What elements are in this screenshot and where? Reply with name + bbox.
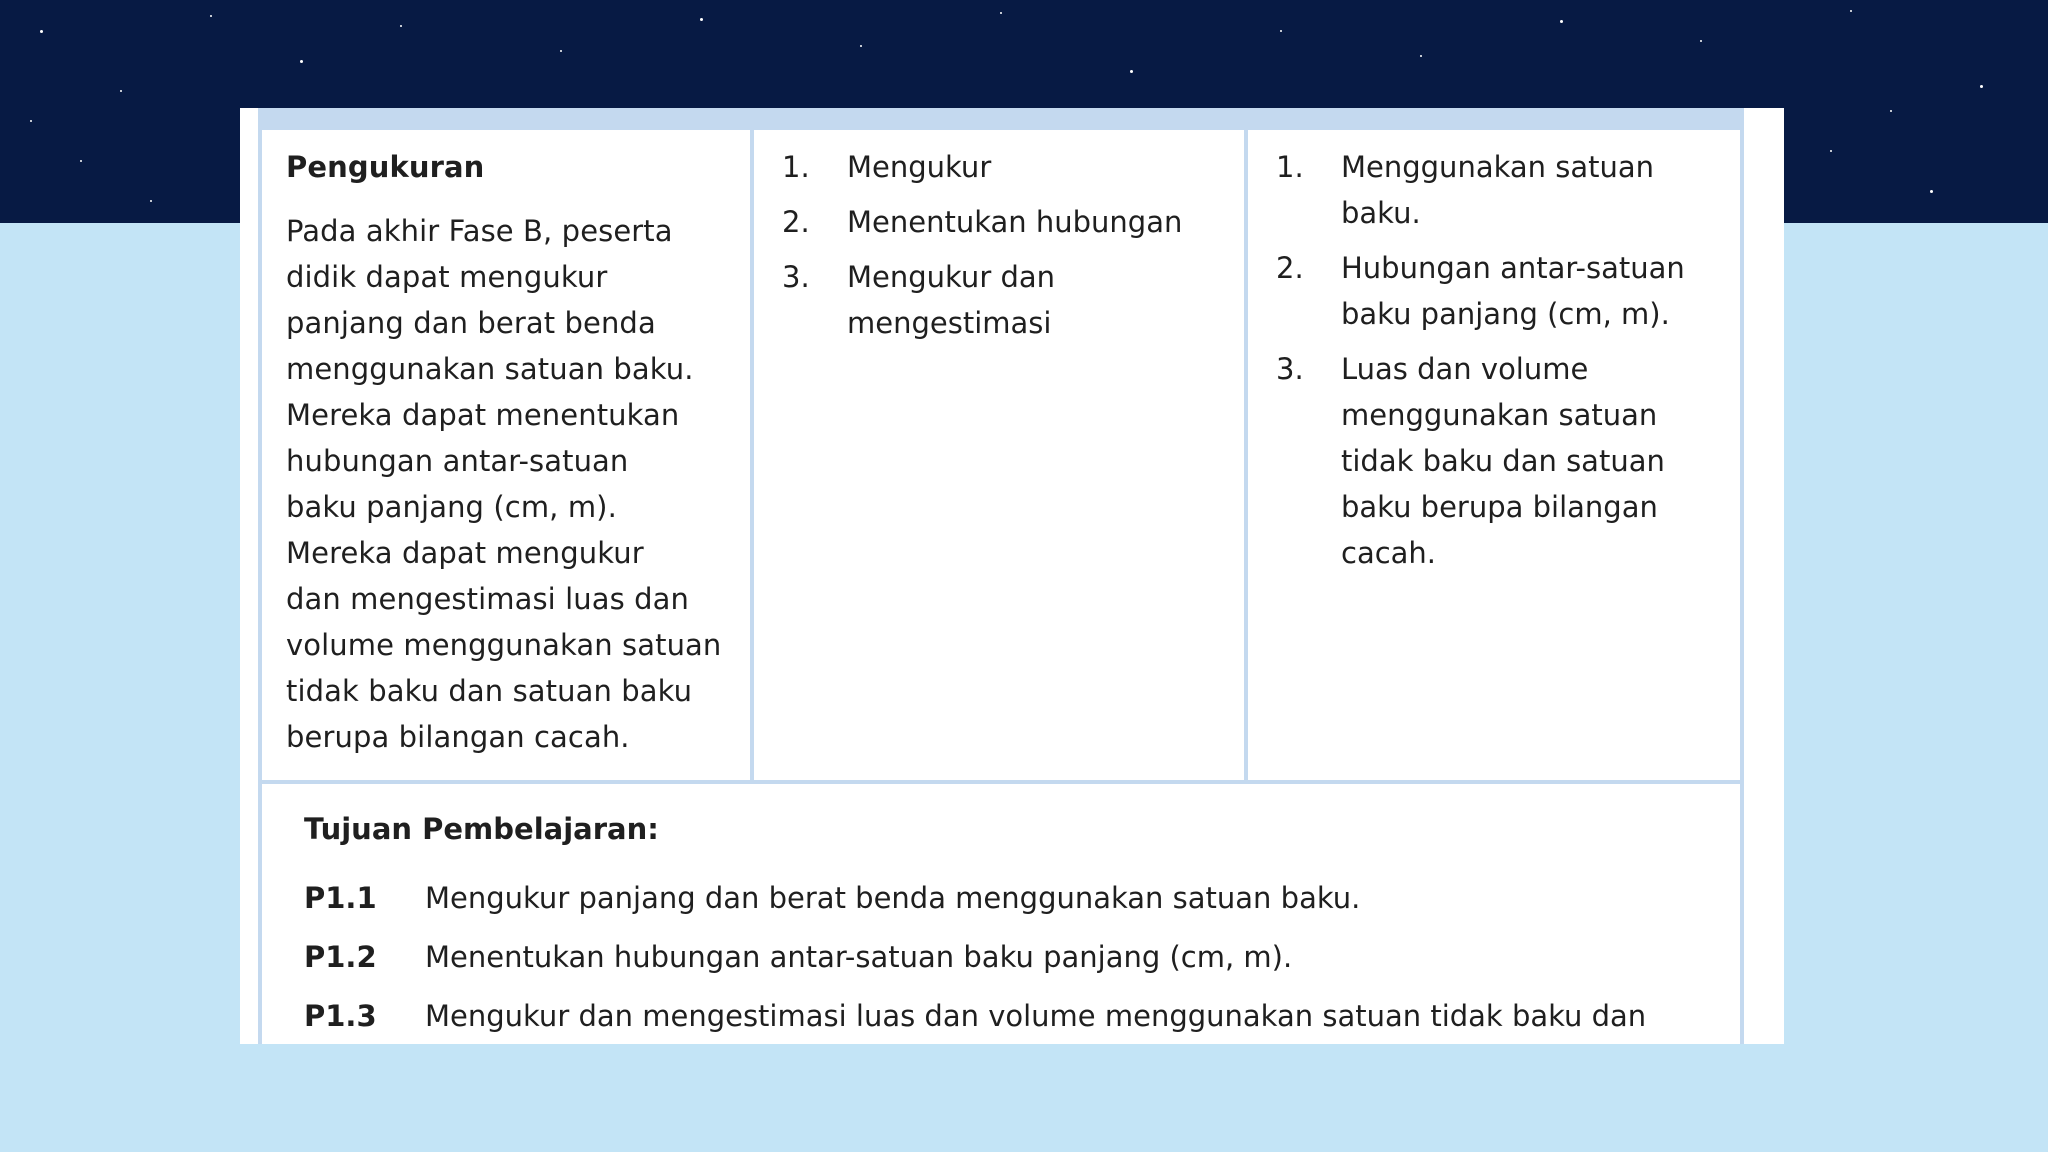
skill-text-line: Mengukur dan (847, 260, 1056, 294)
topic-text-line: menggunakan satuan (1341, 398, 1658, 432)
skill-item-1 (782, 144, 1222, 190)
topic-text-line: baku panjang (cm, m). (1341, 297, 1670, 331)
topic-text-line: Menggunakan satuan (1341, 150, 1655, 184)
topic-text (1341, 245, 1685, 337)
description-line: volume menggunakan satuan (286, 628, 722, 662)
description-line: didik dapat mengukur (286, 260, 608, 294)
description-line: Pada akhir Fase B, peserta (286, 214, 673, 248)
skill-text (847, 254, 1055, 346)
description-line: baku panjang (cm, m). (286, 490, 617, 524)
star (700, 18, 703, 21)
skill-number: 2. (782, 205, 810, 239)
star (1930, 190, 1933, 193)
learning-goal-row (304, 934, 1704, 980)
goal-code: P1.2 (304, 940, 377, 974)
topic-text-line: baku. (1341, 196, 1421, 230)
star (80, 160, 82, 162)
topic-item-2 (1276, 245, 1716, 337)
star (1890, 110, 1892, 112)
table-border-left (258, 108, 262, 1044)
skill-item-2 (782, 199, 1222, 245)
topic-item-1 (1276, 144, 1716, 236)
topic-number: 2. (1276, 251, 1304, 285)
star (40, 30, 43, 33)
goal-text: Menentukan hubungan antar-satuan baku panjang (cm, m). (425, 940, 1293, 974)
star (560, 50, 562, 52)
learning-goal-row (304, 875, 1704, 921)
goal-text: Mengukur dan mengestimasi luas dan volume menggunakan satuan tidak baku dan (425, 999, 1647, 1033)
description-line: dan mengestimasi luas dan (286, 582, 690, 616)
star (1830, 150, 1832, 152)
table-border-right (1740, 108, 1744, 1044)
curriculum-table (258, 108, 1744, 1044)
skill-text: Menentukan hubungan (847, 205, 1183, 239)
star (1280, 30, 1282, 32)
learning-goals-title: Tujuan Pembelajaran: (304, 812, 659, 846)
star (1560, 20, 1563, 23)
column-divider-1 (750, 108, 754, 782)
skill-text-line: mengestimasi (847, 306, 1052, 340)
star (300, 60, 303, 63)
content-area-cell (286, 144, 736, 760)
star (30, 120, 32, 122)
goal-code: P1.3 (304, 999, 377, 1033)
skill-text: Mengukur (847, 150, 992, 184)
star (1850, 10, 1852, 12)
topic-text-line: Luas dan volume (1341, 352, 1589, 386)
description-line: hubungan antar-satuan (286, 444, 629, 478)
description-line: berupa bilangan cacah. (286, 720, 630, 754)
description-line: panjang dan berat benda (286, 306, 656, 340)
skill-number: 1. (782, 150, 810, 184)
topic-item-3 (1276, 346, 1716, 576)
goal-code: P1.1 (304, 881, 377, 915)
document-page (240, 108, 1784, 1044)
star (1980, 85, 1983, 88)
column-divider-2 (1244, 108, 1248, 782)
description-line: Mereka dapat menentukan (286, 398, 680, 432)
star (1420, 55, 1422, 57)
star (210, 15, 212, 17)
topic-number: 3. (1276, 352, 1304, 386)
description-line: Mereka dapat mengukur (286, 536, 644, 570)
learning-goal-row (304, 993, 1704, 1039)
topic-text-line: tidak baku dan satuan (1341, 444, 1665, 478)
topic-text-line: cacah. (1341, 536, 1437, 570)
goal-text: Mengukur panjang dan berat benda menggunakan satuan baku. (425, 881, 1361, 915)
star (1130, 70, 1133, 73)
star (150, 200, 152, 202)
star (120, 90, 122, 92)
row-divider (258, 780, 1744, 784)
star (1700, 40, 1702, 42)
star (860, 45, 862, 47)
topic-text-line: baku berupa bilangan (1341, 490, 1658, 524)
skill-item-3 (782, 254, 1222, 346)
content-area-title: Pengukuran (286, 150, 485, 184)
topic-text-line: Hubungan antar-satuan (1341, 251, 1685, 285)
description-line: menggunakan satuan baku. (286, 352, 694, 386)
content-area-description (286, 208, 736, 760)
star (400, 25, 402, 27)
topic-number: 1. (1276, 150, 1304, 184)
star (1000, 12, 1002, 14)
skill-number: 3. (782, 260, 810, 294)
description-line: tidak baku dan satuan baku (286, 674, 693, 708)
topic-text (1341, 346, 1665, 576)
topic-text (1341, 144, 1654, 236)
table-header-band (258, 108, 1744, 130)
